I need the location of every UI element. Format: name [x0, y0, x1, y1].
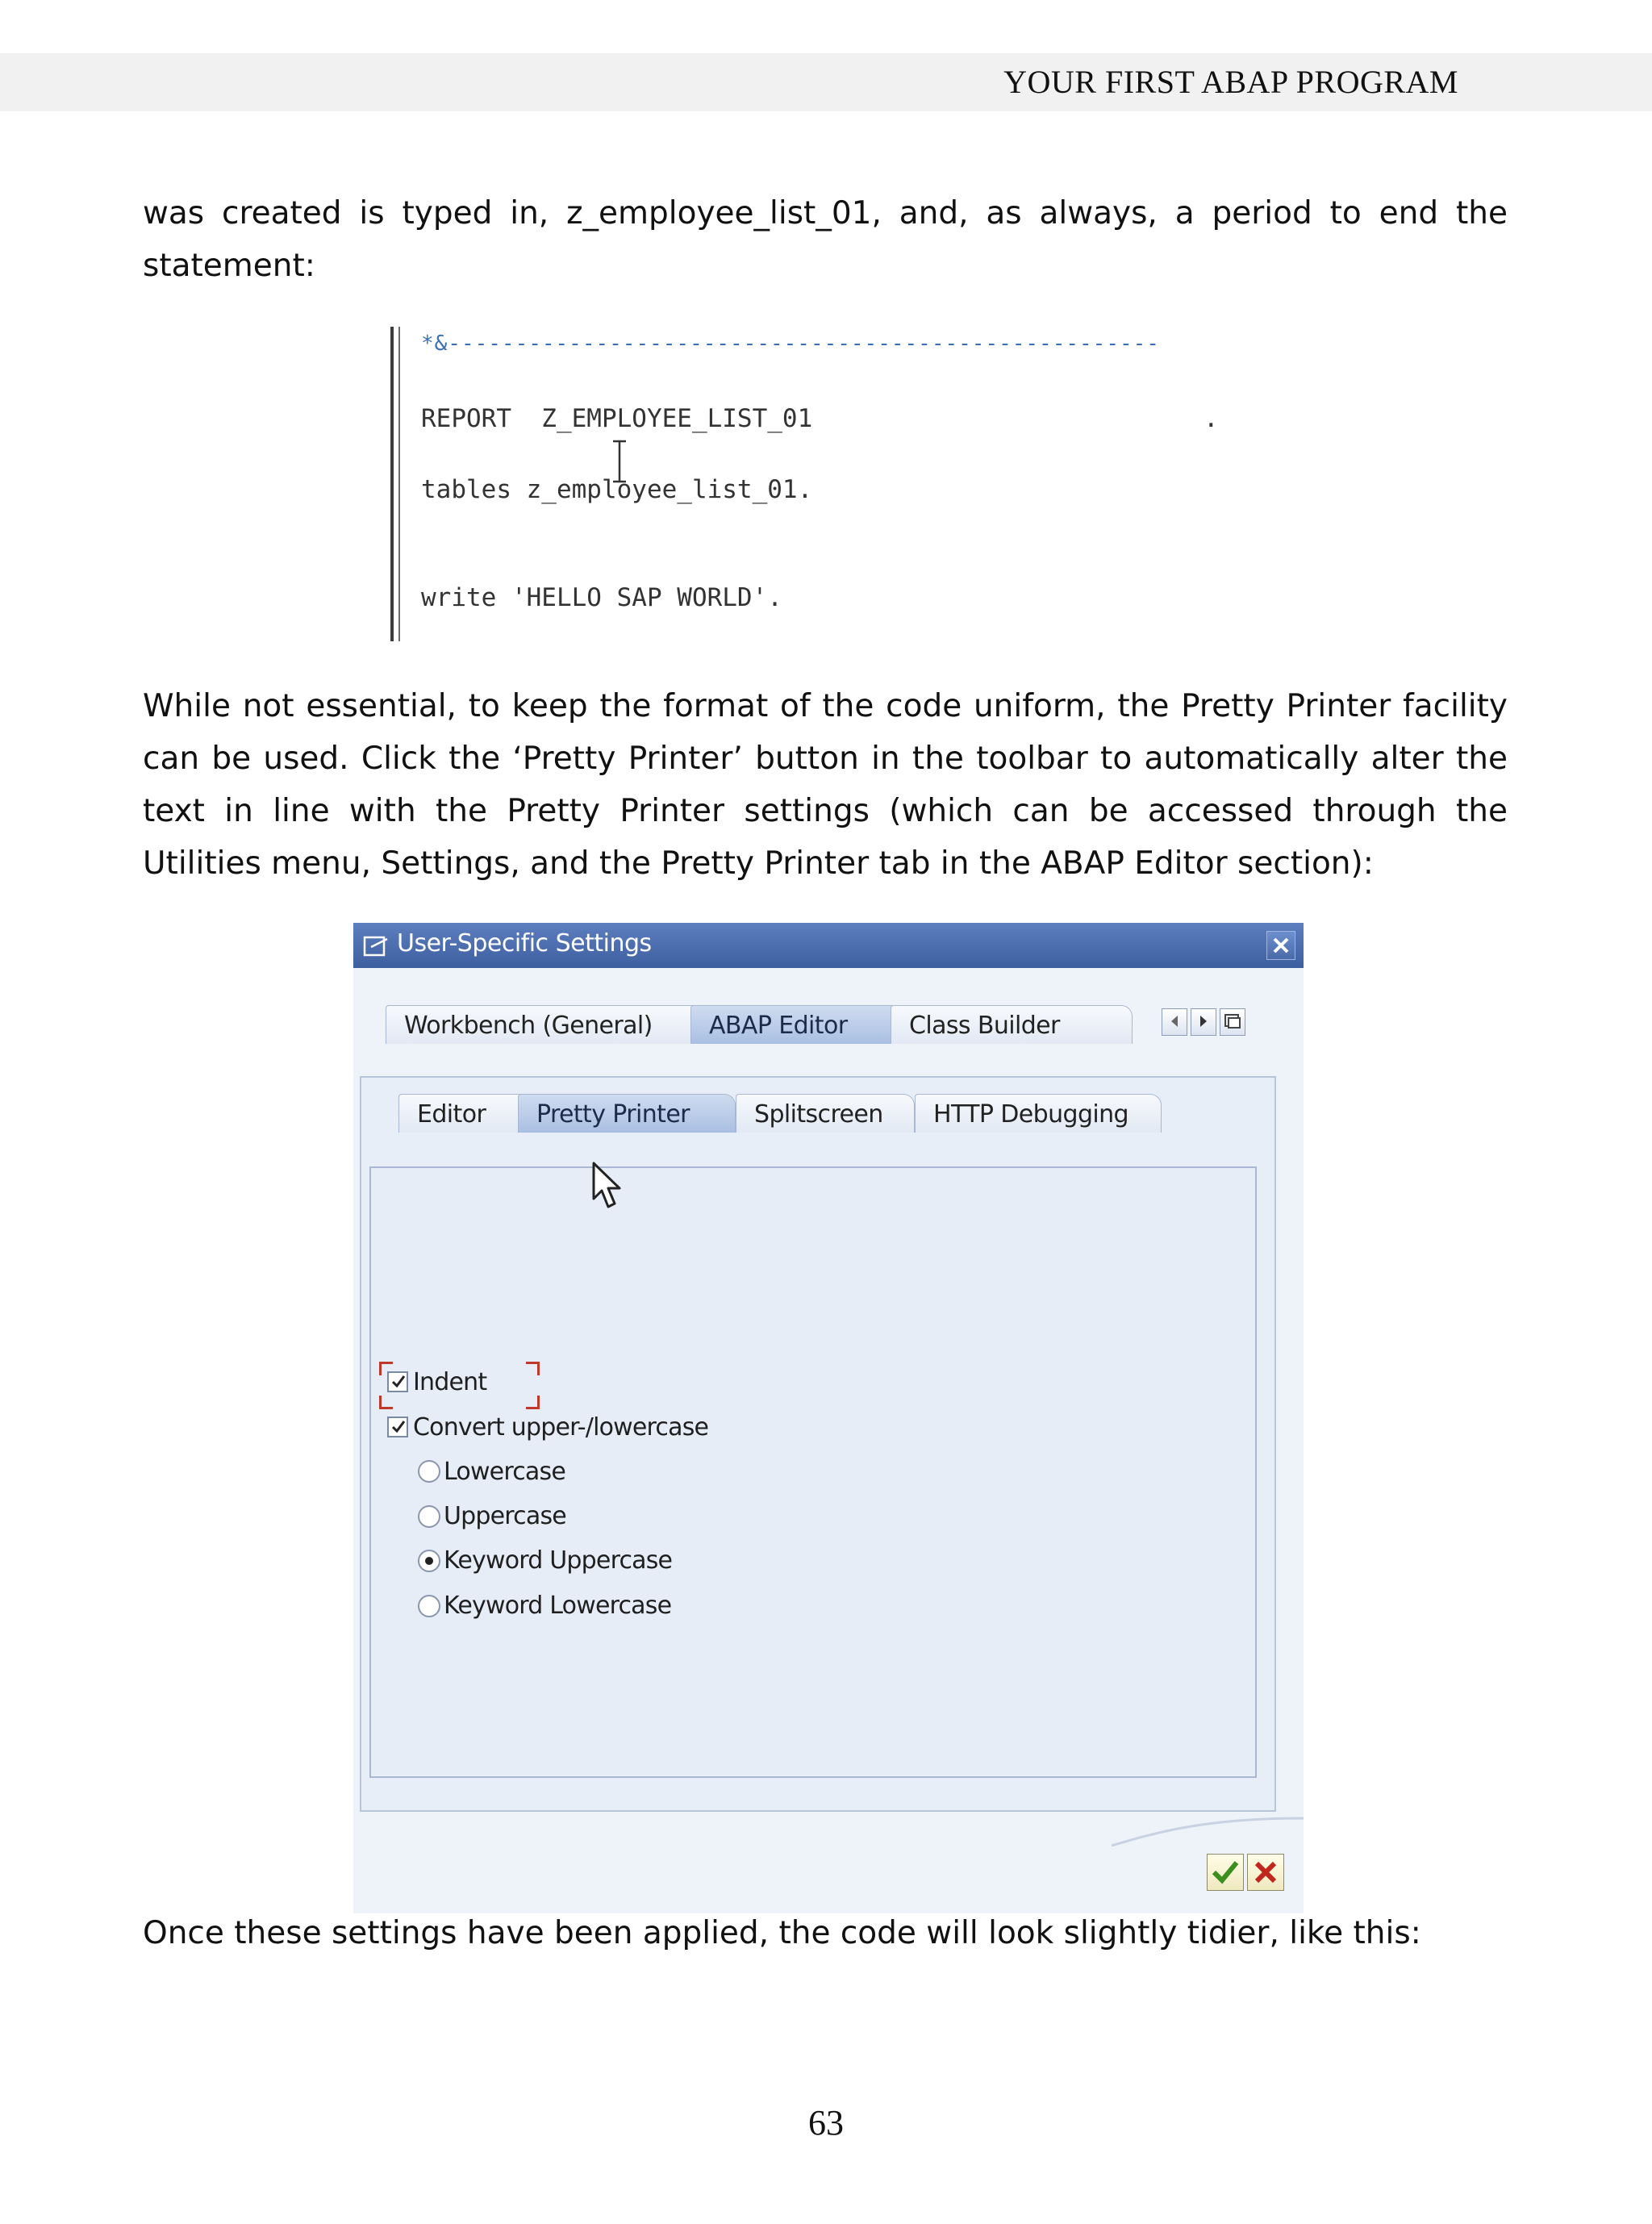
- checkmark-icon: [1208, 1855, 1243, 1890]
- tab-scroll-right-button[interactable]: [1191, 1008, 1216, 1036]
- tab-workbench-general[interactable]: Workbench (General): [386, 1005, 708, 1044]
- tab-splitscreen[interactable]: Splitscreen: [736, 1094, 915, 1133]
- checkmark-icon: [390, 1374, 407, 1390]
- cancel-button[interactable]: [1247, 1854, 1284, 1891]
- uppercase-label: Uppercase: [444, 1502, 566, 1530]
- page-number: 63: [808, 2103, 844, 2143]
- user-specific-settings-dialog: [353, 923, 1304, 1868]
- paragraph-intro: was created is typed in, z_employee_list_01, and, as always, a period to end the statement:: [143, 195, 1508, 284]
- code-margin-bar-inner: [398, 327, 400, 641]
- focus-bracket-bl: [379, 1396, 393, 1409]
- convert-case-label: Convert upper-/lowercase: [413, 1413, 709, 1442]
- mouse-pointer-icon: [590, 1162, 626, 1213]
- lowercase-radio[interactable]: [418, 1460, 440, 1483]
- focus-bracket-br: [526, 1396, 540, 1409]
- focus-bracket-tr: [526, 1362, 540, 1375]
- keyword-lowercase-label: Keyword Lowercase: [444, 1592, 672, 1620]
- code-report-line: REPORT Z_EMPLOYEE_LIST_01: [421, 404, 813, 433]
- code-report-period: .: [1204, 404, 1219, 433]
- close-icon: [1248, 1855, 1283, 1890]
- code-margin-bar: [390, 327, 394, 641]
- indent-checkbox[interactable]: [387, 1371, 408, 1392]
- code-write-line: write 'HELLO SAP WORLD'.: [421, 583, 782, 612]
- paragraph-pretty-printer: While not essential, to keep the format of the code uniform, the Pretty Printer facility can be used. Click the ‘Pretty Printer’ button in the toolbar to automatically alter the text in line with the Pretty Printer settings (which can be accessed through the Utilities menu, Settings, and the Pretty Printer tab in the ABAP Editor section):: [143, 688, 1508, 882]
- tab-list-icon: [1220, 1009, 1245, 1033]
- dialog-title: User-Specific Settings: [397, 929, 652, 958]
- window-icon: [363, 934, 390, 958]
- keyword-uppercase-label: Keyword Uppercase: [444, 1546, 673, 1575]
- indent-label: Indent: [413, 1368, 487, 1396]
- keyword-lowercase-radio[interactable]: [418, 1595, 440, 1617]
- confirm-button[interactable]: [1207, 1854, 1244, 1891]
- tab-abap-editor[interactable]: ABAP Editor: [690, 1005, 908, 1044]
- keyword-uppercase-radio[interactable]: [418, 1550, 440, 1572]
- code-screenshot: [390, 327, 1286, 641]
- code-tables-line: tables z_employee_list_01.: [421, 475, 813, 504]
- tab-pretty-printer[interactable]: Pretty Printer: [518, 1094, 736, 1133]
- tab-http-debugging[interactable]: HTTP Debugging: [915, 1094, 1162, 1133]
- tab-editor[interactable]: Editor: [398, 1094, 536, 1133]
- checkmark-icon: [390, 1419, 407, 1435]
- dialog-titlebar: [353, 923, 1304, 968]
- paragraph-outro: Once these settings have been applied, the code will look slightly tidier, like this:: [143, 1915, 1421, 1951]
- uppercase-radio[interactable]: [418, 1505, 440, 1528]
- tab-class-builder[interactable]: Class Builder: [891, 1005, 1133, 1044]
- arrow-right-icon: [1191, 1009, 1216, 1033]
- dialog-footer: [353, 1831, 1304, 1913]
- footer-curve: [1112, 1815, 1304, 1847]
- tab-list-button[interactable]: [1220, 1008, 1245, 1036]
- lowercase-label: Lowercase: [444, 1458, 565, 1486]
- text-cursor-icon: [610, 440, 629, 483]
- close-icon: [1267, 932, 1295, 959]
- close-button[interactable]: [1266, 931, 1295, 960]
- running-head: YOUR FIRST ABAP PROGRAM: [1003, 64, 1458, 100]
- code-comment-line: *&-----------------------------------------------------: [421, 332, 1160, 356]
- dialog-body: [353, 968, 1304, 1868]
- convert-case-checkbox[interactable]: [387, 1417, 408, 1437]
- tab-scroll-left-button[interactable]: [1162, 1008, 1187, 1036]
- arrow-left-icon: [1162, 1009, 1187, 1033]
